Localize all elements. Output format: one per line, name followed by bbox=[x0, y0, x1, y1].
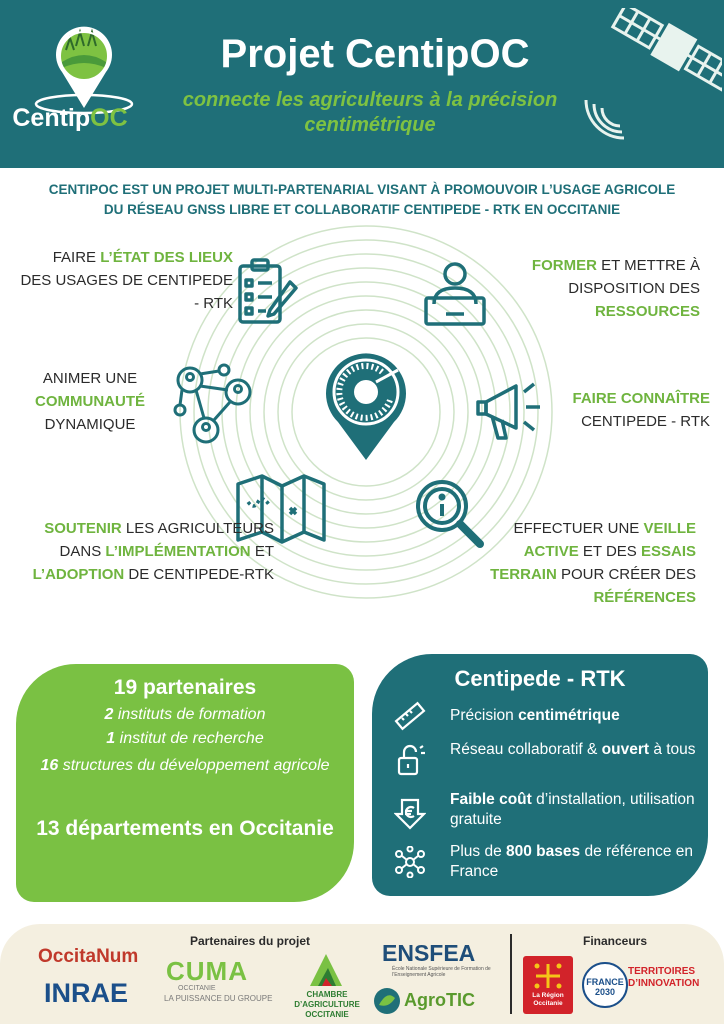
footer-divider bbox=[510, 934, 512, 1014]
laptop-user-icon bbox=[420, 258, 490, 328]
objective-train: FORMER ET METTRE À DISPOSITION DES RESSOURCES bbox=[531, 257, 700, 320]
footer-funders-title: Financeurs bbox=[582, 934, 648, 948]
page-subtitle: connecte les agriculteurs à la précision centimétrique bbox=[182, 89, 558, 136]
open-padlock-icon bbox=[394, 744, 426, 776]
agrotic-logo: AgroTIC bbox=[404, 990, 475, 1010]
occitan-cross-icon bbox=[533, 962, 563, 990]
ensfea-logo-subtitle: École Nationale Supérieure de Formation de l’Enseignement Agricole bbox=[392, 966, 491, 978]
objective-publicize: FAIRE CONNAÎTRE CENTIPEDE - RTK bbox=[572, 390, 710, 430]
partner-line-development: 16 structures du développement agricole bbox=[40, 757, 330, 774]
partner-line-research: 1 institut de recherche bbox=[106, 730, 264, 747]
partners-count: 19 partenaires bbox=[113, 676, 257, 699]
centipede-rtk-panel bbox=[372, 654, 708, 896]
centipoc-center-icon bbox=[326, 353, 406, 460]
info-magnifier-icon bbox=[412, 476, 486, 550]
page-title: Projet CentipOC bbox=[220, 32, 530, 76]
cuma-logo: CUMA bbox=[166, 956, 248, 986]
header-banner bbox=[0, 0, 724, 168]
occitanum-logo: OccitaNum bbox=[38, 946, 139, 967]
satellite-icon bbox=[582, 8, 722, 158]
objective-support: SOUTENIR LES AGRICULTEURS DANS L’IMPLÉMENTATION ET L’ADOPTION DE CENTIPEDE-RTK bbox=[32, 520, 274, 583]
departments-count: 13 départements en Occitanie bbox=[36, 817, 334, 840]
cuma-logo-tagline: LA PUISSANCE DU GROUPE bbox=[164, 994, 273, 1003]
footer-partners-title: Partenaires du projet bbox=[189, 934, 311, 948]
network-people-icon bbox=[172, 362, 256, 446]
network-nodes-icon bbox=[394, 846, 426, 878]
inrae-logo: INRAE bbox=[44, 978, 129, 1008]
territoires-innovation-logo: TERRITOIRES D’INNOVATION bbox=[628, 966, 700, 989]
euro-down-icon bbox=[394, 798, 426, 830]
objective-community: ANIMER UNE COMMUNAUTÉ DYNAMIQUE bbox=[35, 370, 145, 433]
objective-watch: EFFECTUER UNE VEILLE ACTIVE ET DES ESSAIS TERRAIN POUR CRÉER DES RÉFÉRENCES bbox=[490, 520, 696, 606]
rtk-collaborative: Réseau collaboratif & ouvert à tous bbox=[450, 741, 696, 758]
cuma-logo-region: OCCITANIE bbox=[178, 985, 216, 992]
rtk-title: Centipede - RTK bbox=[454, 666, 626, 691]
region-occitanie-text: La Région Occitanie bbox=[532, 992, 564, 1007]
chambre-agriculture-logo: CHAMBRE D’AGRICULTURE OCCITANIE bbox=[294, 990, 360, 1019]
clipboard-checklist-icon bbox=[234, 256, 298, 328]
partners-panel bbox=[16, 664, 354, 902]
megaphone-icon bbox=[476, 372, 546, 442]
intro-text: CENTIPOC EST UN PROJET MULTI-PARTENARIAL VISANT À PROMOUVOIR L’USAGE AGRICOLE DU RÉSEAU GNSS LIBRE ET COLLABORATIF CENTIPEDE - RTK EN OCCITANIE bbox=[48, 182, 676, 217]
ruler-icon bbox=[394, 700, 426, 732]
logo-wordmark: CentipOC bbox=[12, 104, 128, 132]
agrotic-logo-icon bbox=[372, 986, 402, 1016]
rtk-precision: Précision centimétrique bbox=[450, 707, 620, 724]
chambre-agriculture-logo-icon bbox=[306, 950, 346, 990]
ensfea-logo: ENSFEA bbox=[382, 940, 476, 966]
centipoc-logo-icon bbox=[14, 10, 154, 160]
partner-line-training: 2 instituts de formation bbox=[104, 706, 266, 723]
rtk-low-cost: Faible coût d’installation, utilisation gratuite bbox=[450, 791, 695, 828]
france-2030-text: FRANCE 2030 bbox=[586, 977, 624, 997]
rtk-bases: Plus de 800 bases de référence en France bbox=[450, 843, 694, 880]
objective-state-of-play: FAIRE L’ÉTAT DES LIEUX DES USAGES DE CENTIPEDE - RTK bbox=[20, 249, 233, 312]
